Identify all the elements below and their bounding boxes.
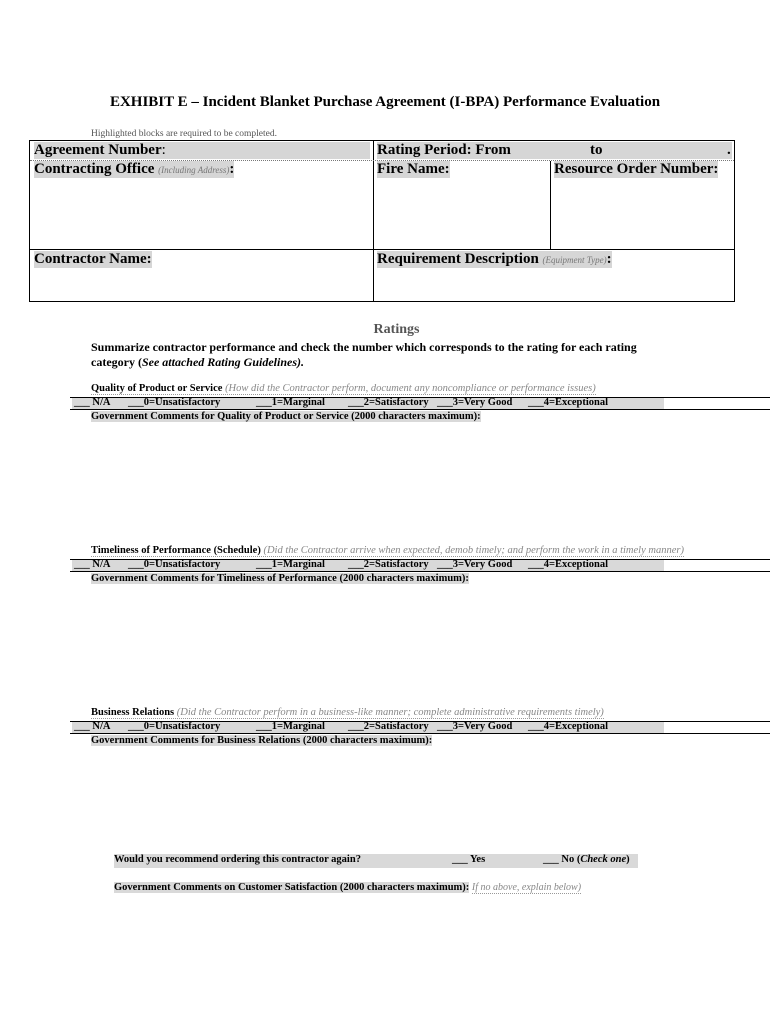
rating-row-business bbox=[70, 721, 770, 734]
resource-order-label: Resource Order Number: bbox=[554, 161, 719, 177]
contracting-office-field[interactable] bbox=[34, 161, 234, 178]
contractor-name-field[interactable] bbox=[34, 251, 152, 268]
recommend-no[interactable] bbox=[543, 854, 630, 865]
rating-1[interactable]: ___1=Marginal bbox=[256, 397, 325, 408]
comments-timeliness[interactable]: Government Comments for Timeliness of Performance (2000 characters maximum): bbox=[91, 573, 469, 584]
comments-business[interactable]: Government Comments for Business Relations (2000 characters maximum): bbox=[91, 735, 433, 746]
fire-name-field[interactable] bbox=[377, 161, 450, 178]
rating-row-quality bbox=[70, 397, 770, 410]
satisfaction-row[interactable] bbox=[114, 882, 581, 893]
rating-period-label: Rating Period: From bbox=[377, 142, 511, 158]
rating-na[interactable]: ___ N/A bbox=[74, 721, 111, 732]
instructions-line-2 bbox=[91, 355, 691, 370]
recommend-check-one: Check one bbox=[580, 854, 627, 865]
rating-3[interactable]: ___3=Very Good bbox=[437, 721, 513, 732]
contracting-office-colon: : bbox=[229, 161, 235, 177]
section-timeliness-title bbox=[91, 545, 684, 557]
recommend-yes[interactable]: ___ Yes bbox=[452, 854, 486, 865]
requirement-description-hint: (Equipment Type) bbox=[542, 255, 607, 265]
required-note: Highlighted blocks are required to be completed. bbox=[91, 129, 277, 139]
contracting-office-hint: (Including Address) bbox=[158, 165, 230, 175]
section-business-title bbox=[91, 707, 604, 719]
section-timeliness-desc: (Did the Contractor arrive when expected, demob timely; and perform the work in a timely manner) bbox=[263, 545, 684, 556]
rating-na[interactable]: ___ N/A bbox=[74, 397, 111, 408]
rating-period-to: to bbox=[590, 142, 603, 158]
section-business-label: Business Relations bbox=[91, 707, 175, 718]
page-title: EXHIBIT E – Incident Blanket Purchase Agreement (I-BPA) Performance Evaluation bbox=[109, 94, 661, 110]
instructions-guidelines: See attached Rating Guidelines). bbox=[141, 355, 304, 369]
rating-4[interactable]: ___4=Exceptional bbox=[528, 397, 609, 408]
recommend-no-close: ) bbox=[626, 854, 630, 865]
rating-0[interactable]: ___0=Unsatisfactory bbox=[128, 559, 221, 570]
rating-3[interactable]: ___3=Very Good bbox=[437, 397, 513, 408]
contracting-office-label: Contracting Office bbox=[34, 161, 155, 177]
requirement-description-colon: : bbox=[606, 251, 612, 267]
rating-0[interactable]: ___0=Unsatisfactory bbox=[128, 721, 221, 732]
instructions-line-1: Summarize contractor performance and check the number which corresponds to the rating for each rating bbox=[91, 340, 637, 354]
fire-name-label: Fire Name: bbox=[377, 161, 450, 177]
section-timeliness-label: Timeliness of Performance (Schedule) bbox=[91, 545, 261, 556]
satisfaction-hint: If no above, explain below) bbox=[471, 882, 582, 893]
ratings-heading: Ratings bbox=[373, 322, 420, 337]
table-divider bbox=[30, 249, 734, 250]
table-divider bbox=[550, 161, 551, 249]
rating-1[interactable]: ___1=Marginal bbox=[256, 559, 325, 570]
rating-2[interactable]: ___2=Satisfactory bbox=[348, 559, 429, 570]
header-table bbox=[29, 140, 735, 302]
ratings-instructions bbox=[91, 340, 691, 370]
rating-2[interactable]: ___2=Satisfactory bbox=[348, 721, 429, 732]
section-quality-title bbox=[91, 383, 596, 395]
rating-period-end: . bbox=[727, 142, 731, 158]
rating-row-timeliness bbox=[70, 559, 770, 572]
requirement-description-label: Requirement Description bbox=[377, 251, 539, 267]
comments-quality[interactable]: Government Comments for Quality of Product or Service (2000 characters maximum): bbox=[91, 411, 481, 422]
rating-period-field[interactable] bbox=[377, 142, 732, 159]
recommend-question: Would you recommend ordering this contractor again? bbox=[114, 854, 361, 865]
agreement-number-label: Agreement Number bbox=[34, 142, 162, 158]
section-quality-label: Quality of Product or Service bbox=[91, 383, 223, 394]
agreement-number-field[interactable] bbox=[34, 142, 370, 159]
satisfaction-label: Government Comments on Customer Satisfaction (2000 characters maximum): bbox=[114, 882, 470, 893]
rating-4[interactable]: ___4=Exceptional bbox=[528, 721, 609, 732]
section-quality-desc: (How did the Contractor perform, document any noncompliance or performance issues) bbox=[225, 383, 596, 394]
recommend-row bbox=[114, 854, 638, 868]
agreement-number-colon: : bbox=[161, 142, 166, 158]
section-business-desc: (Did the Contractor perform in a business-like manner; complete administrative requirements timely) bbox=[176, 707, 604, 718]
rating-4[interactable]: ___4=Exceptional bbox=[528, 559, 609, 570]
rating-na[interactable]: ___ N/A bbox=[74, 559, 111, 570]
instructions-category: category ( bbox=[91, 355, 142, 369]
rating-3[interactable]: ___3=Very Good bbox=[437, 559, 513, 570]
rating-1[interactable]: ___1=Marginal bbox=[256, 721, 325, 732]
table-divider bbox=[373, 141, 374, 302]
resource-order-field[interactable] bbox=[554, 161, 718, 178]
contractor-name-label: Contractor Name: bbox=[34, 251, 152, 267]
rating-2[interactable]: ___2=Satisfactory bbox=[348, 397, 429, 408]
requirement-description-field[interactable] bbox=[377, 251, 612, 268]
rating-0[interactable]: ___0=Unsatisfactory bbox=[128, 397, 221, 408]
recommend-no-label: ___ No ( bbox=[543, 854, 581, 865]
